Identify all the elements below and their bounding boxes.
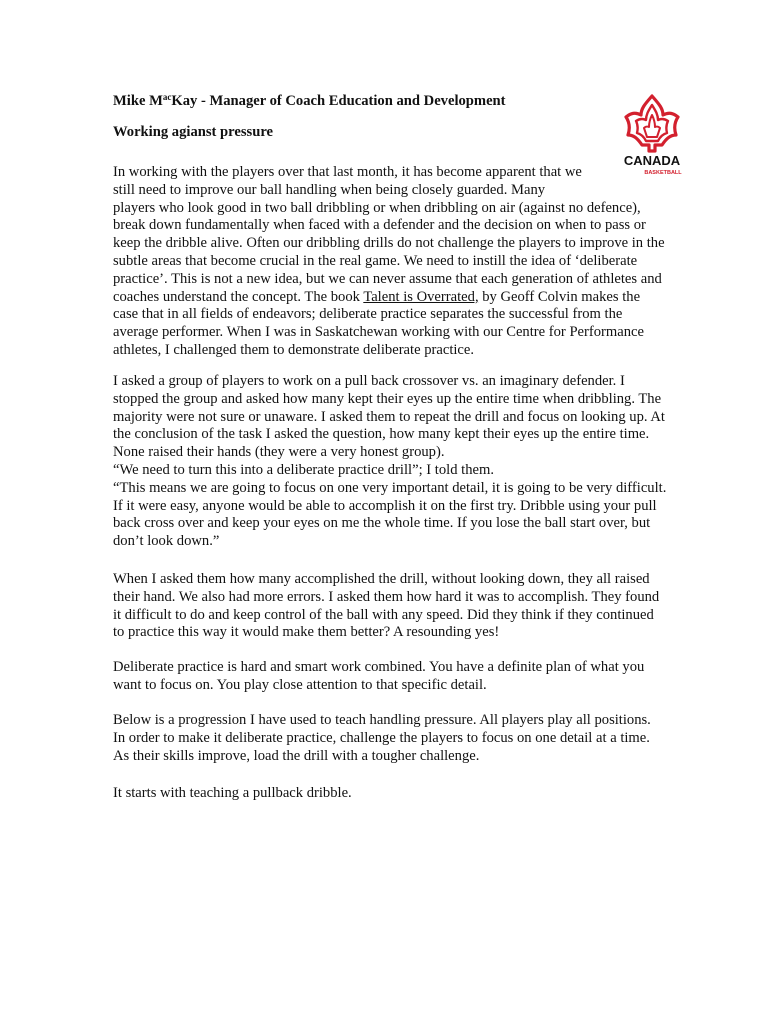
text-line: If it were easy, anyone would be able to accomplish it on the first try. Dribble using your pull — [113, 497, 657, 514]
document-title: Working agianst pressure — [113, 124, 274, 140]
text-line: average performer. When I was in Saskatchewan working with our Centre for Performance — [113, 324, 644, 341]
text-line: it difficult to do and keep control of the ball with any speed. Did they think if they continued — [113, 606, 654, 623]
paragraph-4 — [113, 659, 644, 695]
text-line: athletes, I challenged them to demonstrate deliberate practice. — [113, 341, 475, 358]
text-line: break down fundamentally when faced with a defender and the decision on when to pass or — [113, 217, 646, 234]
logo-subword: BASKETBALL — [644, 170, 682, 176]
paragraph-3 — [113, 571, 659, 642]
text-line: I asked a group of players to work on a pull back crossover vs. an imaginary defender. I — [113, 373, 625, 389]
text-line: case that in all fields of endeavors; deliberate practice separates the successful from the — [113, 306, 623, 323]
text-line: None raised their hands (they were a very honest group). — [113, 444, 445, 461]
heading-text-end: Kay - Manager of Coach Education and Development — [171, 93, 506, 109]
book-title-underlined: Talent is Overrated, — [363, 288, 479, 305]
paragraph-6 — [113, 785, 352, 803]
text-line: practice’. This is not a new idea, but we can never assume that each generation of athletes and — [113, 270, 662, 287]
maple-leaf-flame-icon — [626, 96, 678, 151]
text-line: “We need to turn this into a deliberate practice drill”; I told them. — [113, 461, 494, 478]
text-line: stopped the group and asked how many kept their eyes up the entire time when dribbling. The — [113, 390, 662, 407]
author-heading — [113, 92, 506, 110]
text-line: As their skills improve, load the drill with a tougher challenge. — [113, 747, 480, 764]
text-line: still need to improve our ball handling when being closely guarded. Many — [113, 181, 546, 198]
text-line: the conclusion of the task I asked the question, how many kept their eyes up the entire time. — [113, 426, 650, 443]
paragraph-2 — [113, 373, 666, 551]
text-line: It starts with teaching a pullback dribble. — [113, 785, 352, 801]
text-line: keep the dribble alive. Often our dribbling drills do not challenge the players to improve in the — [113, 235, 665, 252]
text-line — [113, 289, 665, 307]
text-line: When I asked them how many accomplished the drill, without looking down, they all raised — [113, 571, 650, 587]
text-line: Deliberate practice is hard and smart work combined. You have a definite plan of what you — [113, 659, 645, 675]
text-line: back cross over and keep your eyes on me the whole time. If you lose the ball start over, but — [113, 515, 651, 532]
text-line: majority were not sure or unaware. I asked them to repeat the drill and focus on looking up. At — [113, 408, 665, 425]
paragraph-1 — [113, 164, 665, 360]
text-line: Below is a progression I have used to teach handling pressure. All players play all positions. — [113, 712, 651, 728]
text-segment: by Geoff Colvin makes the — [478, 288, 641, 305]
text-line: want to focus on. You play close attention to that specific detail. — [113, 676, 487, 693]
text-line: In order to make it deliberate practice, challenge the players to focus on one detail at a time. — [113, 729, 650, 746]
text-line: In working with the players over that last month, it has become apparent that we — [113, 164, 582, 180]
heading-text-start: Mike M — [113, 93, 163, 109]
paragraph-5 — [113, 712, 651, 765]
text-line: players who look good in two ball dribbling or when dribbling on air (against no defence), — [113, 199, 641, 216]
heading-superscript: ac — [162, 92, 172, 102]
text-line: to practice this way it would make them better? A resounding yes! — [113, 624, 500, 641]
logo-word: CANADA — [623, 153, 681, 168]
text-line: their hand. We also had more errors. I asked them how hard it was to accomplish. They found — [113, 588, 660, 605]
text-line: subtle areas that become crucial in the real game. We need to instill the idea of ‘deliberate — [113, 252, 638, 269]
text-line: don’t look down.” — [113, 533, 220, 550]
text-segment: coaches understand the concept. The book — [113, 288, 364, 305]
text-line: “This means we are going to focus on one very important detail, it is going to be very difficult. — [113, 479, 667, 496]
